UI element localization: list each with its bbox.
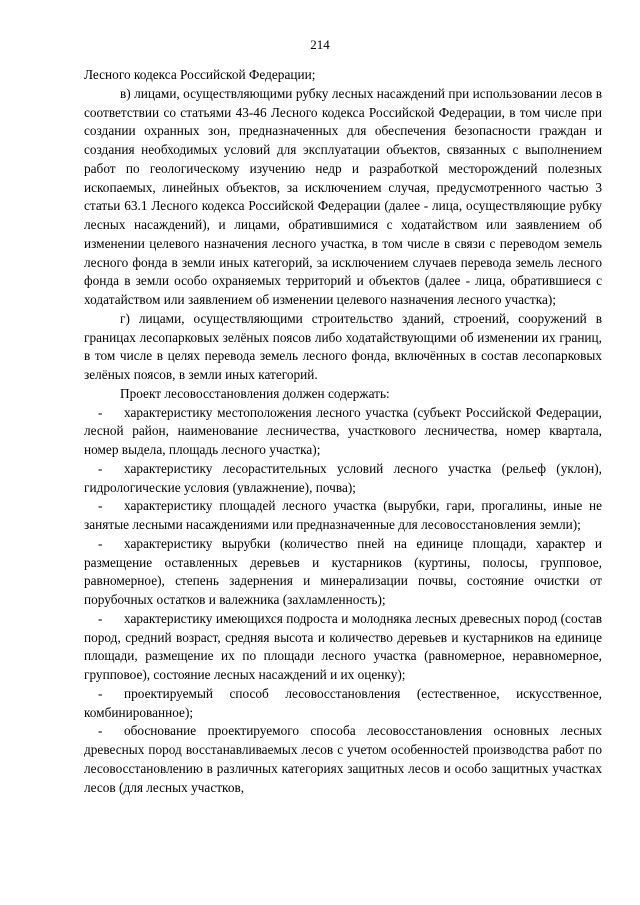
list-item bbox=[84, 404, 602, 460]
list-dash: - bbox=[98, 460, 103, 476]
paragraph-item-v: в) лицами, осуществляющими рубку лесных насаждений при использовании лесов в соответствии со статьями 43-46 Лесного кодекса Российской Федерации, в том числе при создании охранных зон, предназначенных для обеспечения безопасности граждан и создания необходимых условий для эксплуатации объектов, связанных с выполнением работ по геологическому изучению недр и разработкой месторождений полезных ископаемых, линейных объектов, за исключением случая, предусмотренного частью 3 статьи 63.1 Лесного кодекса Российской Федерации (далее - лица, осуществляющие рубку лесных насаждений), и лицами, обратившимися с ходатайством или заявлением об изменении целевого назначения лесного участка, в том числе в связи с переводом земель лесного фонда в земли иных категорий, за исключением случаев перевода земель лесного фонда в земли особо охраняемых территорий и объектов (далее - лица, обратившиеся с ходатайством или заявлением об изменении целевого назначения лесного участка); bbox=[84, 85, 602, 307]
list-item-text: характеристику местоположения лесного участка (субъект Российской Федерации, лесной район, наименование лесничества, участкового лесничества, номер квартала, номер выдела, площадь лесного участка); bbox=[84, 404, 602, 457]
list-item bbox=[84, 685, 602, 723]
list-item-text: характеристику площадей лесного участка (вырубки, гари, прогалины, иные не занятые лесными насаждениями или предназначенные для лесовосстановления земли); bbox=[84, 498, 602, 532]
list-dash: - bbox=[98, 404, 103, 420]
list-dash: - bbox=[98, 610, 103, 626]
list-item-text: обоснование проектируемого способа лесовосстановления основных лесных древесных пород восстанавливаемых лесов с учетом особенностей производства работ по лесовосстановлению в различных категориях защитных лесов и особо защитных участках лесов (для лесных участков, bbox=[84, 723, 602, 795]
list-dash: - bbox=[98, 498, 103, 514]
list-item bbox=[84, 722, 602, 797]
list-item bbox=[84, 497, 602, 535]
page-number: 214 bbox=[310, 37, 330, 52]
list-dash: - bbox=[98, 723, 103, 739]
list-item-text: проектируемый способ лесовосстановления (естественное, искусственное, комбинированное); bbox=[84, 685, 602, 720]
list-item bbox=[84, 460, 602, 498]
list-item bbox=[84, 535, 602, 610]
list-item-text: характеристику имеющихся подроста и молодняка лесных древесных пород (состав пород, средний возраст, средняя высота и количество деревьев и кустарников на единице площади, размещение их по площади лесного участка (равномерное, неравномерное, групповое), состояние лесных насаждений и их оценку); bbox=[84, 610, 602, 682]
paragraph-item-g: г) лицами, осуществляющими строительство зданий, строений, сооружений в границах лесопарковых зелёных поясов либо ходатайствующими об изменении их границ, в том числе в целях перевода земель лесного фонда, включённых в состав лесопарковых зелёных поясов, в земли иных категорий. bbox=[84, 310, 602, 382]
paragraph-continuation: Лесного кодекса Российской Федерации; bbox=[84, 67, 316, 82]
document-body bbox=[84, 66, 602, 797]
list-dash: - bbox=[98, 685, 103, 701]
list-item-text: характеристику лесорастительных условий лесного участка (рельеф (уклон), гидрологические условия (увлажнение), почва); bbox=[84, 460, 602, 495]
list-dash: - bbox=[98, 535, 103, 551]
paragraph-project-intro: Проект лесовосстановления должен содержать: bbox=[120, 385, 390, 401]
list-item-text: характеристику вырубки (количество пней на единице площади, характер и размещение оставленных деревьев и кустарников (куртины, полосы, групповое, равномерное), степень задернения и минерализации почвы, состояние очистки от порубочных остатков и валежника (захламленность); bbox=[84, 535, 602, 607]
list-item bbox=[84, 610, 602, 685]
